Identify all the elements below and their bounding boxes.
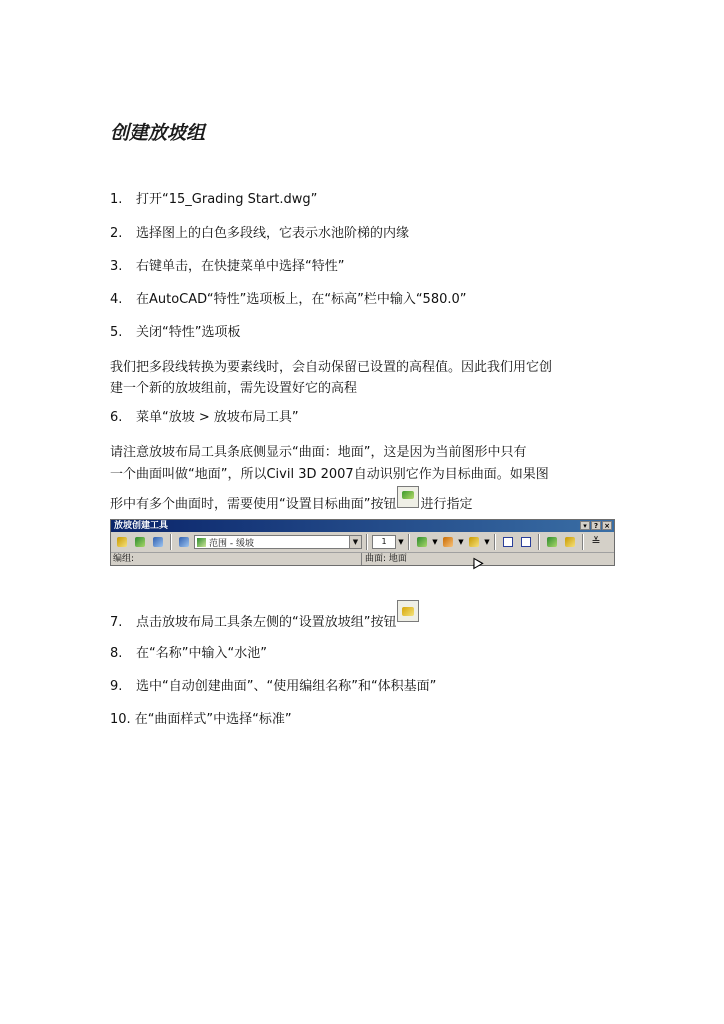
toolbar-separator bbox=[538, 534, 540, 550]
step-text: 选择图上的白色多段线，它表示水池阶梯的内缘 bbox=[136, 226, 410, 241]
step-10 bbox=[110, 711, 292, 729]
note-target-surface bbox=[110, 442, 610, 516]
step-text: 选中“自动创建曲面”、“使用编组名称”和“体积基面” bbox=[136, 679, 437, 694]
step-number: 10. bbox=[110, 712, 131, 727]
note-text: 形中有多个曲面时，需要使用“设置目标曲面”按钮 bbox=[110, 497, 397, 512]
chevron-down-icon[interactable]: ▼ bbox=[458, 538, 464, 546]
criteria-icon bbox=[197, 538, 206, 547]
toolbar-separator bbox=[408, 534, 410, 550]
grading-criteria-set-icon[interactable] bbox=[176, 534, 192, 550]
step-text: 在AutoCAD“特性”选项板上，在“标高”栏中输入“580.0” bbox=[136, 292, 467, 307]
step-number: 3. bbox=[110, 259, 123, 274]
criteria-editor-field[interactable]: 1 bbox=[372, 535, 396, 549]
step-8 bbox=[110, 645, 267, 663]
page-title: 创建放坡组 bbox=[110, 122, 206, 144]
note-line: 一个曲面叫做“地面”，所以Civil 3D 2007自动识别它作为目标曲面。如果图 bbox=[110, 467, 549, 482]
note-elevation bbox=[110, 357, 610, 399]
step-number: 2. bbox=[110, 226, 123, 241]
set-grading-group-icon bbox=[397, 600, 419, 622]
toolbar-close-button[interactable]: × bbox=[602, 521, 612, 530]
toolbar-separator bbox=[366, 534, 368, 550]
grading-settings-icon[interactable] bbox=[150, 534, 166, 550]
step-text: 菜单“放坡 > 放坡布局工具” bbox=[136, 410, 299, 425]
note-text: 进行指定 bbox=[420, 497, 473, 512]
step-number: 5. bbox=[110, 325, 123, 340]
step-text: 关闭“特性”选项板 bbox=[136, 325, 241, 340]
step-9 bbox=[110, 678, 436, 696]
step-number: 1. bbox=[110, 192, 123, 207]
step-5 bbox=[110, 324, 240, 342]
step-number: 4. bbox=[110, 292, 123, 307]
grading-layout-toolbar bbox=[110, 519, 615, 566]
step-7 bbox=[110, 600, 420, 632]
select-grading-icon[interactable] bbox=[500, 534, 516, 550]
toolbar-menu-button[interactable]: ▾ bbox=[580, 521, 590, 530]
grading-editor-icon[interactable] bbox=[518, 534, 534, 550]
infill-icon[interactable] bbox=[466, 534, 482, 550]
note-line: 建一个新的放坡组前，需先设置好它的高程 bbox=[110, 381, 358, 396]
toolbar-separator bbox=[582, 534, 584, 550]
insert-point-icon[interactable] bbox=[440, 534, 456, 550]
step-3 bbox=[110, 258, 344, 276]
step-text: 右键单击，在快捷菜单中选择“特性” bbox=[136, 259, 345, 274]
chevron-down-icon[interactable]: ▼ bbox=[484, 538, 490, 546]
chevron-down-icon[interactable]: ▼ bbox=[398, 538, 404, 546]
step-text: 打开“15_Grading Start.dwg” bbox=[136, 192, 318, 207]
note-line bbox=[110, 486, 610, 516]
step-1 bbox=[110, 191, 317, 209]
status-group: 编组: bbox=[111, 553, 362, 565]
note-line: 我们把多段线转换为要素线时，会自动保留已设置的高程值。因此我们用它创 bbox=[110, 360, 553, 375]
step-2 bbox=[110, 225, 409, 243]
set-target-surface-icon[interactable] bbox=[132, 534, 148, 550]
chevron-down-icon[interactable]: ▼ bbox=[432, 538, 438, 546]
step-text: 点击放坡布局工具条左侧的“设置放坡组”按钮 bbox=[136, 615, 397, 630]
criteria-value: 范围 - 缓坡 bbox=[209, 538, 254, 549]
step-4 bbox=[110, 291, 467, 309]
set-target-surface-icon bbox=[397, 486, 419, 508]
delete-grading-icon[interactable] bbox=[562, 534, 578, 550]
grading-criteria-combo[interactable] bbox=[194, 535, 362, 549]
toolbar-buttons-row bbox=[111, 532, 614, 553]
toolbar-help-button[interactable]: ? bbox=[591, 521, 601, 530]
toolbar-separator bbox=[170, 534, 172, 550]
toolbar-title: 放坡创建工具 bbox=[114, 521, 169, 531]
set-grading-group-icon[interactable] bbox=[114, 534, 130, 550]
step-number: 9. bbox=[110, 679, 123, 694]
step-text: 在“名称”中输入“水池” bbox=[136, 646, 267, 661]
toolbar-status-bar bbox=[111, 553, 614, 565]
status-surface: 曲面: 地面 bbox=[365, 554, 407, 564]
collapse-chevron-icon[interactable]: ≚ bbox=[591, 535, 601, 548]
toolbar-separator bbox=[494, 534, 496, 550]
step-6 bbox=[110, 409, 299, 427]
step-text: 在“曲面样式”中选择“标准” bbox=[134, 712, 292, 727]
balance-volumes-icon[interactable] bbox=[544, 534, 560, 550]
create-grading-icon[interactable] bbox=[414, 534, 430, 550]
step-number: 6. bbox=[110, 410, 123, 425]
chevron-down-icon[interactable]: ▼ bbox=[349, 536, 361, 548]
step-number: 7. bbox=[110, 615, 123, 630]
step-number: 8. bbox=[110, 646, 123, 661]
toolbar-titlebar[interactable] bbox=[111, 520, 614, 532]
note-line: 请注意放坡布局工具条底侧显示“曲面：地面”，这是因为当前图形中只有 bbox=[110, 445, 527, 460]
